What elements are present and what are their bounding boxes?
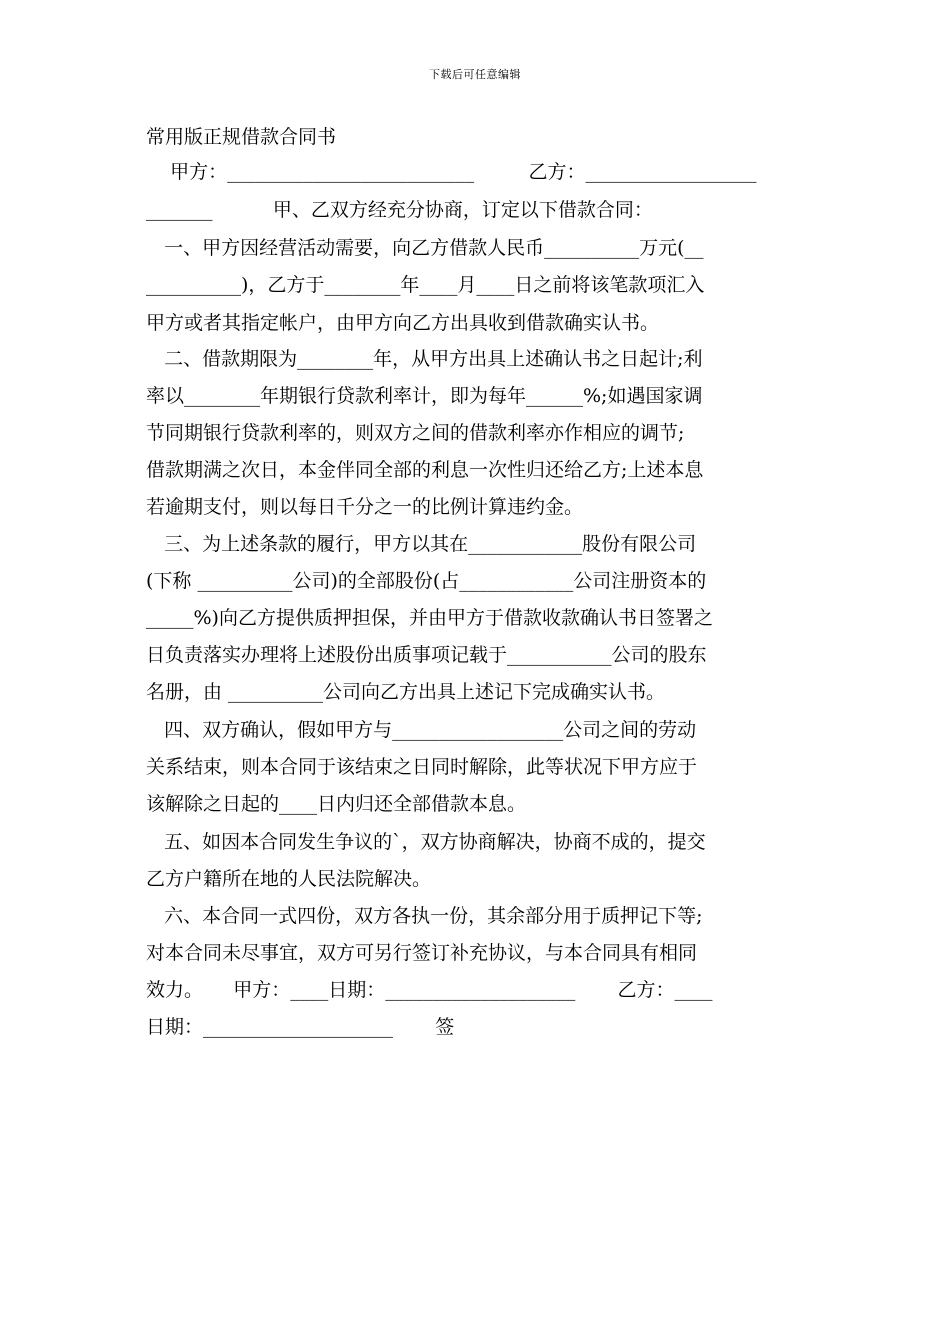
- clause-5-line-2: 乙方户籍所在地的人民法院解决。: [146, 868, 432, 890]
- clause-3-line-5: 名册，由 __________公司向乙方出具上述记下完成确实认书。: [146, 681, 666, 703]
- signature-line-2: 日期：____________________ 签: [146, 1016, 455, 1038]
- clause-2-line-5: 若逾期支付，则以每日千分之一的比例计算违约金。: [146, 496, 584, 518]
- clause-6-line-1: 六、本合同一式四份，双方各执一份，其余部分用于质押记下等;: [146, 905, 703, 927]
- clause-4-line-1: 四、双方确认，假如甲方与__________________公司之间的劳动: [146, 719, 697, 741]
- clause-3-line-4: 日负责落实办理将上述股份出质事项记载于___________公司的股东: [146, 644, 707, 666]
- clause-6-line-2: 对本合同未尽事宜，双方可另行签订补充协议，与本合同具有相同: [146, 942, 698, 964]
- page-header: 下载后可任意编辑: [429, 68, 521, 81]
- document-title: 常用版正规借款合同书: [146, 126, 337, 148]
- clause-4-line-2: 关系结束，则本合同于该结束之日同时解除，此等状况下甲方应于: [146, 756, 698, 778]
- clause-4-line-3: 该解除之日起的____日内归还全部借款本息。: [146, 793, 527, 815]
- clause-3-line-1: 三、为上述条款的履行，甲方以其在____________股份有限公司: [146, 533, 697, 555]
- clause-5-line-1: 五、如因本合同发生争议的`，双方协商解决，协商不成的，提交: [146, 831, 706, 853]
- clause-3-line-3: _____%)向乙方提供质押担保，并由甲方于借款收款确认书日签署之: [146, 607, 713, 629]
- clause-2-line-3: 节同期银行贷款利率的，则双方之间的借款利率亦作相应的调节;: [146, 422, 685, 444]
- clause-1-line-2: __________)，乙方于________年____月____日之前将该笔款项汇入: [146, 274, 705, 296]
- clause-1-line-3: 甲方或者其指定帐户，由甲方向乙方出具收到借款确实认书。: [146, 312, 660, 334]
- intro-line: _______ 甲、乙双方经充分协商，订定以下借款合同：: [146, 199, 653, 221]
- clause-3-line-2: (下称 __________公司)的全部股份(占____________公司注册资本的: [146, 570, 707, 592]
- clause-2-line-2: 率以________年期银行贷款利率计，即为每年______%;如遇国家调: [146, 385, 703, 407]
- signature-line-1: 效力。 甲方：____日期：____________________ 乙方：____: [146, 979, 713, 1001]
- clause-2-line-4: 借款期满之次日，本金伴同全部的利息一次性归还给乙方;上述本息: [146, 459, 704, 481]
- clause-1-line-1: 一、甲方因经营活动需要，向乙方借款人民币__________万元(__: [146, 237, 704, 259]
- party-line: 甲方：__________________________ 乙方：__________________: [146, 161, 757, 183]
- clause-2-line-1: 二、借款期限为________年，从甲方出具上述确认书之日起计;利: [146, 348, 703, 370]
